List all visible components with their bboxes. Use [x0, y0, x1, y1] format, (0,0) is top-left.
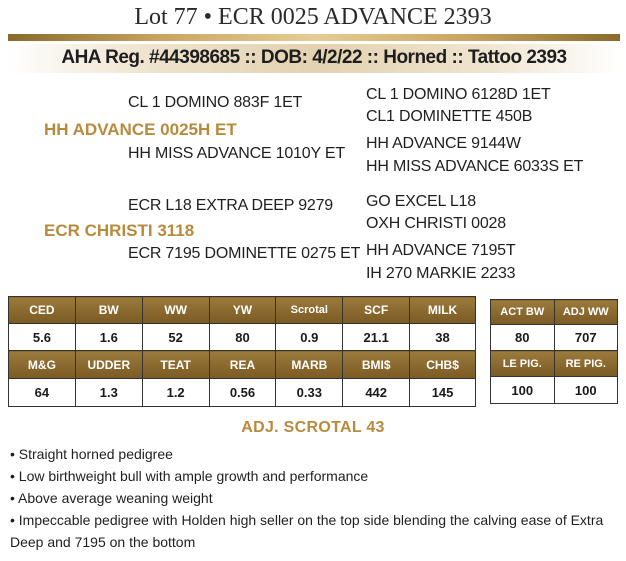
epd-header: WW — [142, 297, 209, 324]
epd-value: 1.3 — [75, 379, 142, 407]
sire-dam: HH MISS ADVANCE 1010Y ET — [128, 145, 345, 162]
epd-value: 52 — [142, 324, 209, 351]
dam-sire-dam: OXH CHRISTI 0028 — [366, 215, 506, 232]
actuals-header: ACT BW — [491, 300, 555, 325]
sire: HH ADVANCE 0025H ET — [44, 120, 237, 139]
epd-header: UDDER — [75, 351, 142, 379]
epd-header: MARB — [276, 351, 343, 379]
actuals-header-row-2 — [491, 351, 618, 377]
epd-header: SCF — [343, 297, 410, 324]
actuals-header: RE PIG. — [554, 351, 618, 377]
epd-value: 0.9 — [276, 324, 343, 351]
actuals-header: LE PIG. — [491, 351, 555, 377]
actuals-value-row-1 — [491, 325, 618, 351]
epd-value-row-2 — [9, 379, 476, 407]
epd-header: YW — [209, 297, 276, 324]
epd-value-row-1 — [9, 324, 476, 351]
actuals-header: ADJ WW — [554, 300, 618, 325]
note-item: • Straight horned pedigree — [10, 446, 173, 462]
epd-value: 442 — [343, 379, 410, 407]
dam-dam: ECR 7195 DOMINETTE 0275 ET — [128, 245, 361, 262]
epd-header: BMI$ — [343, 351, 410, 379]
notes-list — [10, 443, 618, 553]
dam-sire-sire: GO EXCEL L18 — [366, 193, 476, 210]
epd-value: 0.33 — [276, 379, 343, 407]
epd-value: 21.1 — [343, 324, 410, 351]
dam-sire: ECR L18 EXTRA DEEP 9279 — [128, 197, 333, 214]
sire-sire-dam: CL1 DOMINETTE 450B — [366, 108, 533, 125]
actuals-value: 707 — [554, 325, 618, 351]
epd-value: 38 — [410, 324, 476, 351]
note-item: • Above average weaning weight — [10, 490, 213, 506]
actuals-value: 100 — [491, 377, 555, 404]
epd-value: 1.6 — [75, 324, 142, 351]
epd-value: 5.6 — [9, 324, 76, 351]
sire-dam-sire: HH ADVANCE 9144W — [366, 135, 521, 152]
epd-header: CHB$ — [410, 351, 476, 379]
adj-scrotal: ADJ. SCROTAL 43 — [241, 419, 385, 436]
lot-title: Lot 77 • ECR 0025 ADVANCE 2393 — [134, 4, 492, 30]
note-item: • Low birthweight bull with ample growth and performance — [10, 468, 369, 484]
epd-header: REA — [209, 351, 276, 379]
actuals-table — [490, 299, 618, 404]
epd-value: 0.56 — [209, 379, 276, 407]
dam-dam-sire: HH ADVANCE 7195T — [366, 242, 516, 259]
epd-value: 145 — [410, 379, 476, 407]
sire-dam-dam: HH MISS ADVANCE 6033S ET — [366, 158, 584, 175]
epd-header: M&G — [9, 351, 76, 379]
epd-header-row-2 — [9, 351, 476, 379]
title-divider — [8, 34, 620, 41]
epd-header-row-1 — [9, 297, 476, 324]
dam-dam-dam: IH 270 MARKIE 2233 — [366, 265, 516, 282]
epd-value: 1.2 — [142, 379, 209, 407]
epd-value: 80 — [209, 324, 276, 351]
sire-sire: CL 1 DOMINO 883F 1ET — [128, 94, 303, 111]
registration-line: AHA Reg. #44398685 :: DOB: 4/2/22 :: Horned :: Tattoo 2393 — [61, 47, 567, 68]
epd-value: 64 — [9, 379, 76, 407]
epd-header: BW — [75, 297, 142, 324]
actuals-value: 80 — [491, 325, 555, 351]
actuals-value: 100 — [554, 377, 618, 404]
sire-sire-sire: CL 1 DOMINO 6128D 1ET — [366, 86, 551, 103]
epd-table — [8, 296, 476, 407]
actuals-value-row-2 — [491, 377, 618, 404]
dam: ECR CHRISTI 3118 — [44, 221, 195, 240]
actuals-header-row-1 — [491, 300, 618, 325]
epd-header: Scrotal — [276, 297, 343, 324]
epd-header: TEAT — [142, 351, 209, 379]
epd-header: MILK — [410, 297, 476, 324]
epd-header: CED — [9, 297, 76, 324]
note-item: • Impeccable pedigree with Holden high seller on the top side blending the calving ease of Extra Deep and 7195 on the bottom — [10, 512, 604, 550]
